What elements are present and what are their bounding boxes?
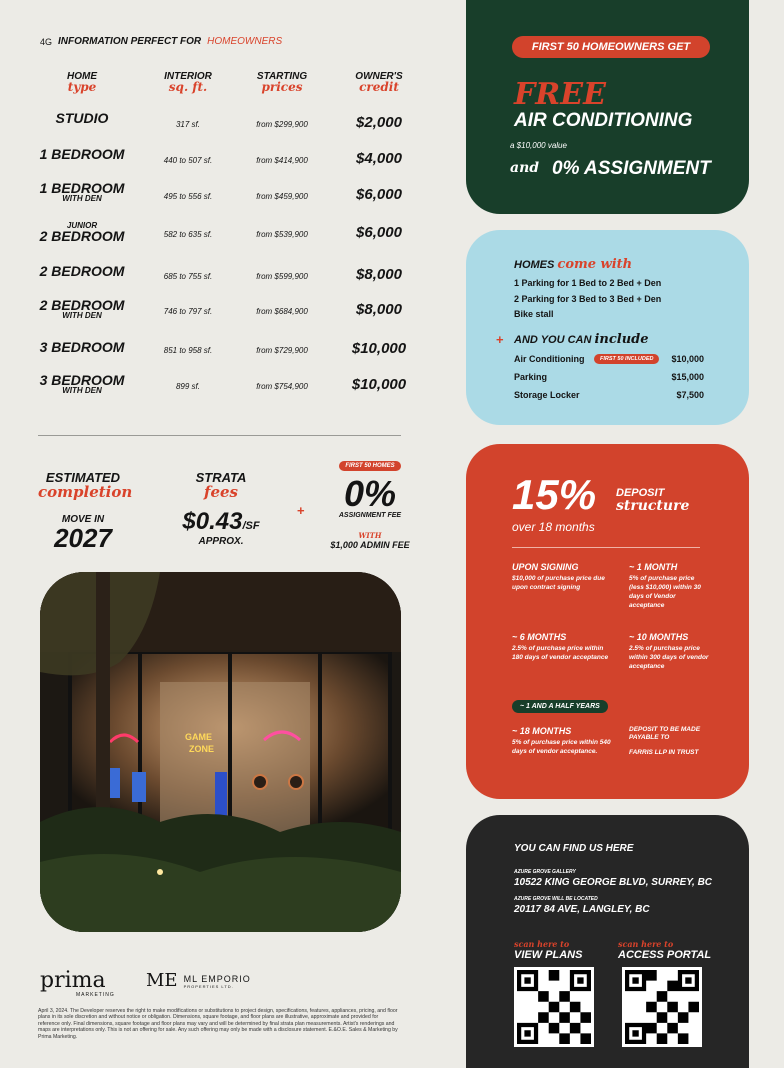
table-row: 2 BEDROOM WITH DEN 746 to 797 sf. from $684,900 $8,000: [39, 297, 402, 320]
deposit-payee: DEPOSIT TO BE MADE PAYABLE TO FARRIS LLP IN TRUST: [629, 726, 701, 756]
deposit-step: ~ 18 MONTHS 5% of purchase price within 540 days of vendor acceptance.: [512, 726, 611, 755]
strata-block: STRATA fees $0.43/SF APPROX.: [182, 470, 260, 547]
deposit-badge: ~ 1 AND A HALF YEARS: [512, 700, 608, 713]
prima-logo: prima MARKETING: [40, 968, 115, 998]
table-row: 3 BEDROOM WITH DEN 899 sf. from $754,900 $10,000: [39, 372, 407, 395]
header-prefix: INFORMATION PERFECT FOR: [58, 36, 202, 47]
table-row: 3 BEDROOM 851 to 958 sf. from $729,900 $10,000: [39, 339, 407, 357]
assignment-block: FIRST 50 HOMES 0% ASSIGNMENT FEE WITH $1,000 ADMIN FEE: [330, 463, 410, 550]
col-interior: INTERIOR sq. ft.: [164, 71, 212, 94]
deposit-step: ~ 1 MONTH 5% of purchase price (less $10,000) within 30 days of Vendor acceptance: [629, 562, 701, 609]
table-row: 1 BEDROOM 440 to 507 sf. from $414,900 $4,000: [39, 146, 402, 167]
info-header: [40, 36, 282, 47]
ml-monogram-icon: ME: [146, 970, 178, 991]
ml-emporio-logo: ME ML EMPORIO PROPERTIES LTD.: [146, 970, 251, 991]
qr-code-icon: [625, 970, 699, 1044]
table-row: JUNIOR 2 BEDROOM 582 to 635 sf. from $539,900 $6,000: [39, 221, 402, 244]
col-credit: OWNER'S credit: [355, 71, 403, 94]
deposit-step: ~ 10 MONTHS 2.5% of purchase price within 300 days of vendor acceptance: [629, 632, 709, 670]
table-row: STUDIO 317 sf. from $299,900 $2,000: [55, 110, 402, 131]
completion-block: ESTIMATED completion MOVE IN 2027: [38, 470, 133, 553]
deposit-step: UPON SIGNING $10,000 of purchase price due upon contract signing: [512, 562, 605, 591]
header-highlight: HOMEOWNERS: [207, 36, 283, 47]
homes-include-card: HOMES come with 1 Parking for 1 Bed to 2 Bed + Den 2 Parking for 3 Bed to 3 Bed + Den Bike stall + AND YOU CAN include Air Conditioning FIRST 50 INCLUDED $10,000 Parking $15,000 Storage Locker $7,500: [466, 230, 749, 425]
offer-card: FIRST 50 HOMEOWNERS GET FREE AIR CONDITIONING a $10,000 value and 0% ASSIGNMENT: [466, 0, 749, 214]
table-row: 1 BEDROOM WITH DEN 495 to 556 sf. from $459,900 $6,000: [39, 180, 402, 203]
deposit-card: 15% over 18 months DEPOSIT structure UPON SIGNING $10,000 of purchase price due upon contract signing ~ 1 MONTH 5% of purchase price (less $10,000) within 30 days of Vendor acceptance ~ 6 MONTHS 2.5% of purchase price within 180 days of vendor acceptance ~ 10 MONTHS 2.5% of purchase price within 300 days of vendor acceptance ~ 1 AND A HALF YEARS ~ 18 MONTHS 5% of purchase price within 540 days of vendor acceptance. DEPOSIT TO BE MADE PAYABLE TO FARRIS LLP IN TRUST: [466, 444, 749, 799]
access-portal-qr[interactable]: [622, 967, 702, 1047]
table-row: 2 BEDROOM 685 to 755 sf. from $599,900 $8,000: [39, 263, 402, 283]
game-sign: GAME: [185, 732, 212, 742]
col-price: STARTING prices: [256, 71, 308, 94]
offer-badge: FIRST 50 HOMEOWNERS GET: [512, 36, 710, 58]
extras-list: Air Conditioning FIRST 50 INCLUDED $10,000 Parking $15,000 Storage Locker $7,500: [514, 354, 704, 400]
qr-code-icon: [517, 970, 591, 1044]
amenity-photo: [40, 572, 401, 932]
col-home-type: HOME type: [67, 71, 97, 94]
lounge-render-image: [40, 572, 401, 932]
divider: [38, 435, 401, 436]
find-us-card: YOU CAN FIND US HERE AZURE GROVE GALLERY 10522 KING GEORGE BLVD, SURREY, BC AZURE GROVE WILL BE LOCATED 20117 84 AVE, LANGLEY, BC scan here to VIEW PLANS scan here to ACCESS PORTAL: [466, 815, 749, 1068]
homes-list: 1 Parking for 1 Bed to 2 Bed + Den 2 Parking for 3 Bed to 3 Bed + Den Bike stall: [514, 278, 662, 319]
deposit-step: ~ 6 MONTHS 2.5% of purchase price within 180 days of vendor acceptance: [512, 632, 609, 661]
plus-sign: +: [297, 503, 305, 518]
view-plans-qr[interactable]: [514, 967, 594, 1047]
logo-mark-icon: 4G: [40, 36, 53, 47]
zone-sign: ZONE: [189, 744, 215, 754]
disclaimer: April 3, 2024. The Developer reserves the right to make modifications or substitutions to project design, specifications, features, appliances, pricing, and floor plans in its sole discretion and without notice or obligation. Dimensions, square footage, and floor plans are illustrative, approximate and provided for reference only. Final dimensions, square footage and floor plans may vary and will be determined by final strata plan measurements. Artist's renderings and maps are interpretations only. This is not an offering for sale. Any such offering may only be made with a disclosure statement. E.&O.E. Sales & Marketing by Prima Marketing.: [38, 1008, 398, 1040]
